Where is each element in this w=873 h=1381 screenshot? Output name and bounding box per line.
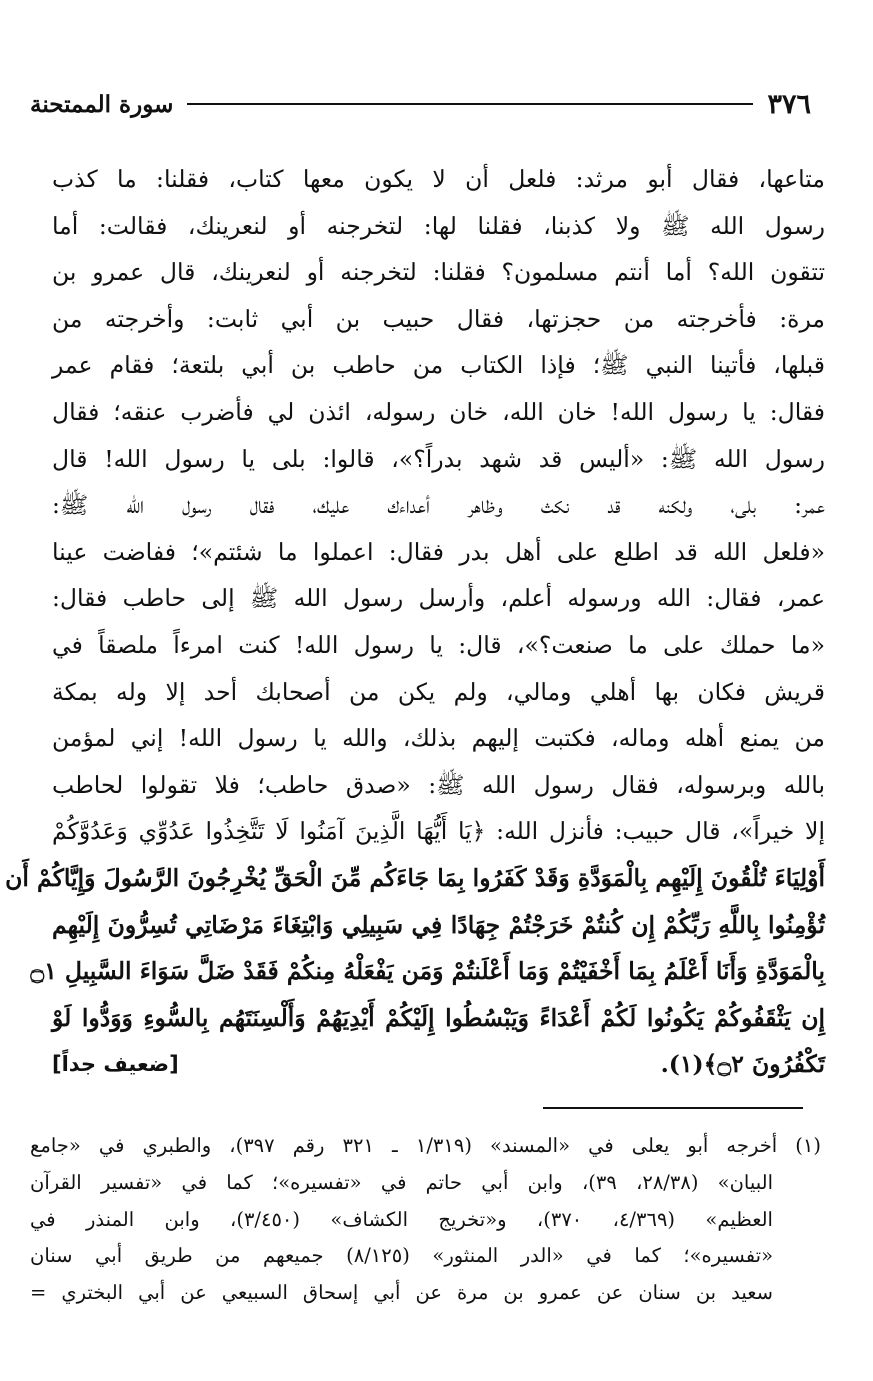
text-line: «ما حملك على ما صنعت؟»، قال: يا رسول الله! كنت امرءاً ملصقاً في (52, 630, 825, 659)
footnote-line: البيان» (٢٨/٣٨، ٣٩)، وابن أبي حاتم في «تفسيره»؛ كما في «تفسير القرآن (30, 1170, 773, 1194)
text-line: فقال: يا رسول الله! خان الله، خان رسوله، ائذن لي فأضرب عنقه؛ فقال (52, 397, 825, 426)
main-text (5, 156, 825, 1088)
quran-line: أَوْلِيَاءَ تُلْقُونَ إِلَيْهِم بِالْمَوَدَّةِ وَقَدْ كَفَرُوا بِمَا جَاءَكُم مِّنَ الْحَقِّ يُخْرِجُونَ الرَّسُولَ وَإِيَّاكُمْ أَن (5, 863, 825, 892)
text-line: رسول الله ﷺ ولا كذبنا، فقلنا لها: لتخرجنه أو لنعرينك، فقالت: أما (52, 211, 825, 240)
text-line: عمر، فقال: الله ورسوله أعلم، وأرسل رسول الله ﷺ إلى حاطب فقال: (52, 584, 825, 613)
text-line: عمر: بلى، ولكنه قد نكث وظاهر أعداءك عليك، فقال رسول الله ﷺ: (52, 491, 825, 520)
quran-line: بِالْمَوَدَّةِ وَأَنَا أَعْلَمُ بِمَا أَخْفَيْتُمْ وَمَا أَعْلَنتُمْ وَمَن يَفْعَلْهُ مِنكُمْ فَقَدْ ضَلَّ سَوَاءَ السَّبِيلِ ۝١ (30, 957, 825, 986)
text-line: متاعها، فقال أبو مرثد: فلعل أن لا يكون معها كتاب، فقلنا: ما كذب (52, 165, 825, 193)
header-rule (187, 103, 753, 105)
text-line: رسول الله ﷺ: «أليس قد شهد بدراً؟»، قالوا: بلى يا رسول الله! قال (52, 444, 825, 473)
text-line: قبلها، فأتينا النبي ﷺ؛ فإذا الكتاب من حاطب بن أبي بلتعة؛ فقام عمر (52, 351, 825, 380)
footnotes (30, 1128, 821, 1312)
hadith-grade: [ضعيف جداً] (52, 1052, 179, 1077)
quran-ending-text: تَكْفُرُونَ ۝٢﴾(١). (660, 1050, 825, 1079)
text-line: من يمنع أهله وماله، فكتبت إليهم بذلك، والله يا رسول الله! إني لمؤمن (52, 724, 825, 753)
text-line: قريش فكان بها أهلي ومالي، ولم يكن من أصحابك أحد إلا وله بمكة (52, 677, 825, 706)
quran-line: إِن يَثْقَفُوكُمْ يَكُونُوا لَكُمْ أَعْدَاءً وَيَبْسُطُوا إِلَيْكُمْ أَيْدِيَهُمْ وَأَلْسِنَتَهُم بِالسُّوءِ وَوَدُّوا لَوْ (52, 1003, 825, 1032)
footnote-separator (543, 1107, 803, 1109)
text-line: بالله وبرسوله، فقال رسول الله ﷺ: «صدق حاطب؛ فلا تقولوا لحاطب (52, 770, 825, 799)
quran-last-line (52, 1041, 825, 1088)
footnote-line: العظيم» (٤/٣٦٩، ٣٧٠)، و«تخريج الكشاف» (٣/٤٥٠)، وابن المنذر في (30, 1207, 773, 1231)
text-line: مرة: فأخرجته من حجزتها، فقال حبيب بن أبي ثابت: وأخرجته من (52, 304, 825, 333)
footnote-line: «تفسيره»؛ كما في «الدر المنثور» (٨/١٢٥) جميعهم من طريق أبي سنان (30, 1244, 774, 1268)
surah-title: سورة الممتحنة (30, 90, 174, 118)
footnote-line: (١) أخرجه أبو يعلى في «المسند» (١/٣١٩ ـ ٣٢١ رقم ٣٩٧)، والطبري في «جامع (30, 1134, 821, 1157)
page-header (30, 84, 811, 124)
quran-line: تُؤْمِنُوا بِاللَّهِ رَبِّكُمْ إِن كُنتُمْ خَرَجْتُمْ جِهَادًا فِي سَبِيلِي وَابْتِغَاءَ مَرْضَاتِي تُسِرُّونَ إِلَيْهِم (52, 910, 825, 939)
text-line: تتقون الله؟ أما أنتم مسلمون؟ فقلنا: لتخرجنه أو لنعرينك، قال عمرو بن (52, 258, 825, 287)
footnote-line: سعيد بن سنان عن عمرو بن مرة عن أبي إسحاق السبيعي عن أبي البختري = (30, 1281, 773, 1305)
page-number: ٣٧٦ (767, 88, 811, 120)
text-line: «فلعل الله قد اطلع على أهل بدر فقال: اعملوا ما شئتم»؛ ففاضت عينا (52, 537, 825, 566)
text-line: إلا خيراً»، قال حبيب: فأنزل الله: ﴿يَا أَيُّهَا الَّذِينَ آمَنُوا لَا تَتَّخِذُوا عَدُوِّي وَعَدُوَّكُمْ (52, 817, 825, 846)
